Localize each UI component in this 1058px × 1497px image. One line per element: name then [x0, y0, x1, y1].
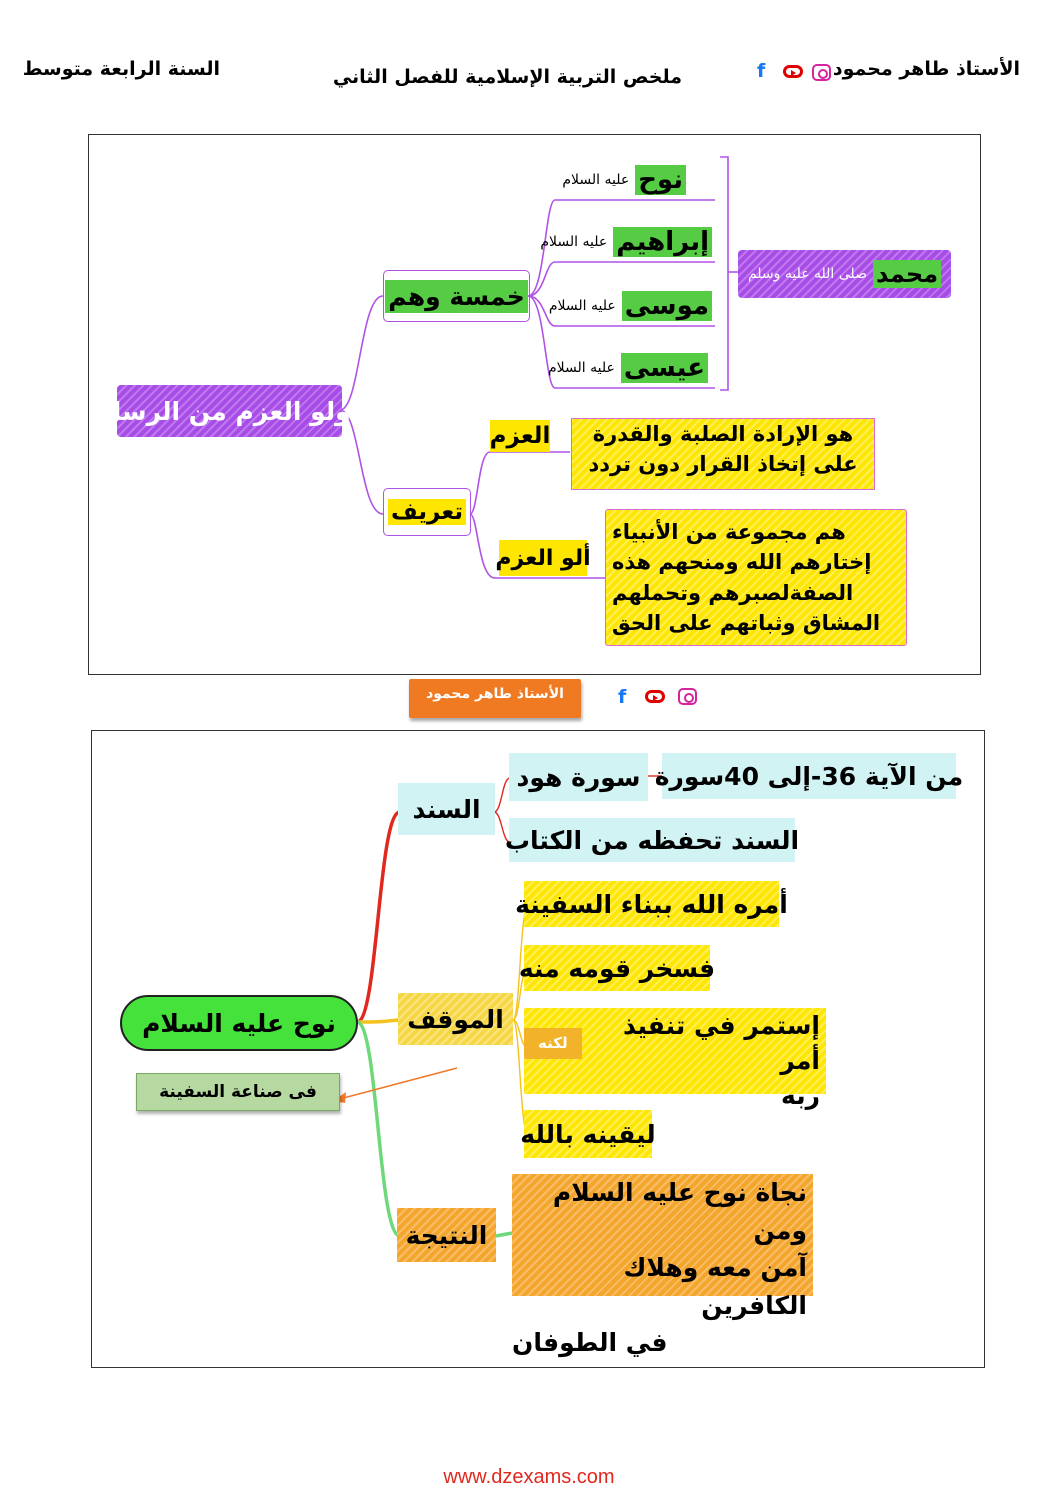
prophet-suffix: عليه السلام	[548, 298, 616, 314]
prophet-ibrahim	[540, 222, 712, 262]
node-mawqif: الموقف	[398, 993, 513, 1045]
page-title: ملخص التربية الإسلامية للفصل الثاني	[332, 66, 682, 88]
root-node-ulul-azm: أولو العزم من الرسل	[117, 385, 342, 437]
prophet-name: عيسى	[621, 353, 708, 383]
azm-definition-line: هو الإرادة الصلبة والقدرة	[592, 422, 854, 446]
result-line: في الطوفان	[512, 1328, 668, 1357]
ulu-azm-definition-line: الصفةلصبرهم وتحملهم	[612, 580, 854, 605]
node-sanad: السند	[398, 783, 495, 835]
node-definition-label: تعريف	[388, 499, 466, 525]
prophet-name: إبراهيم	[613, 227, 712, 257]
mawqif-item-certainty: ليقينه بالله	[524, 1110, 652, 1158]
facebook-icon[interactable]: f	[757, 60, 766, 82]
verses-range: من الآية 36-إلى 40سورة	[662, 753, 956, 799]
result-text	[512, 1174, 813, 1357]
facebook-icon[interactable]: f	[618, 686, 627, 708]
footer-site-link[interactable]: www.dzexams.com	[443, 1466, 615, 1488]
prophet-musa	[549, 286, 712, 326]
prophet-suffix: عليه السلام	[540, 234, 608, 250]
teacher-badge: الأستاذ طاهر محمود	[409, 679, 581, 718]
prophet-noah	[562, 160, 686, 200]
prophet-name: موسى	[622, 291, 712, 321]
mawqif-item-mockery: فسخر قومه منه	[524, 945, 710, 991]
term-azm: العزم	[490, 420, 550, 452]
mawqif-persist-line: إستمر في تنفيذ أمر	[623, 1011, 820, 1075]
instagram-icon[interactable]	[678, 688, 697, 705]
mawqif-item-ship: أمره الله ببناء السفينة	[524, 881, 779, 927]
prophet-name: محمد	[873, 260, 941, 288]
node-five	[383, 270, 530, 322]
root-node-noah: نوح عليه السلام	[120, 995, 358, 1051]
azm-definition-line: على إتخاذ القرار دون تردد	[588, 452, 858, 477]
note-ship-making: فى صناعة السفينة	[136, 1073, 340, 1111]
teacher-name: الأستاذ طاهر محمود	[832, 58, 1020, 80]
badge-but: لكنه	[524, 1028, 582, 1059]
ulu-azm-definition	[605, 509, 907, 646]
prophet-suffix: عليه السلام	[548, 360, 615, 376]
sura-hud: سورة هود	[509, 753, 648, 801]
grade-level: السنة الرابعة متوسط	[22, 58, 220, 80]
ulu-azm-definition-line: إختارهم الله ومنحهم هذه	[612, 550, 872, 575]
mawqif-persist-line: ربه	[781, 1081, 820, 1110]
ulu-azm-definition-line: هم مجموعة من الأنبياء	[612, 519, 846, 544]
mawqif-item-persist	[524, 1008, 826, 1110]
node-result: النتيجة	[397, 1208, 496, 1262]
sanad-memorize: السند تحفظه من الكتاب	[509, 818, 795, 862]
node-five-label: خمسة وهم	[385, 280, 528, 313]
prophet-suffix: عليه السلام	[562, 172, 630, 188]
prophet-suffix: صلى الله عليه وسلم	[747, 266, 867, 282]
node-definition	[383, 488, 471, 536]
term-ulu-azm: ألو العزم	[499, 540, 587, 576]
prophet-muhammad	[738, 250, 951, 298]
azm-definition	[571, 418, 875, 490]
result-line: آمن معه وهلاك الكافرين	[623, 1253, 807, 1320]
ulu-azm-definition-line: المشاق وثباتهم على الحق	[612, 610, 881, 635]
prophet-name: نوح	[635, 165, 686, 195]
result-line: نجاة نوح عليه السلام ومن	[552, 1178, 807, 1245]
youtube-icon[interactable]	[645, 690, 665, 703]
prophet-isa	[548, 348, 708, 388]
